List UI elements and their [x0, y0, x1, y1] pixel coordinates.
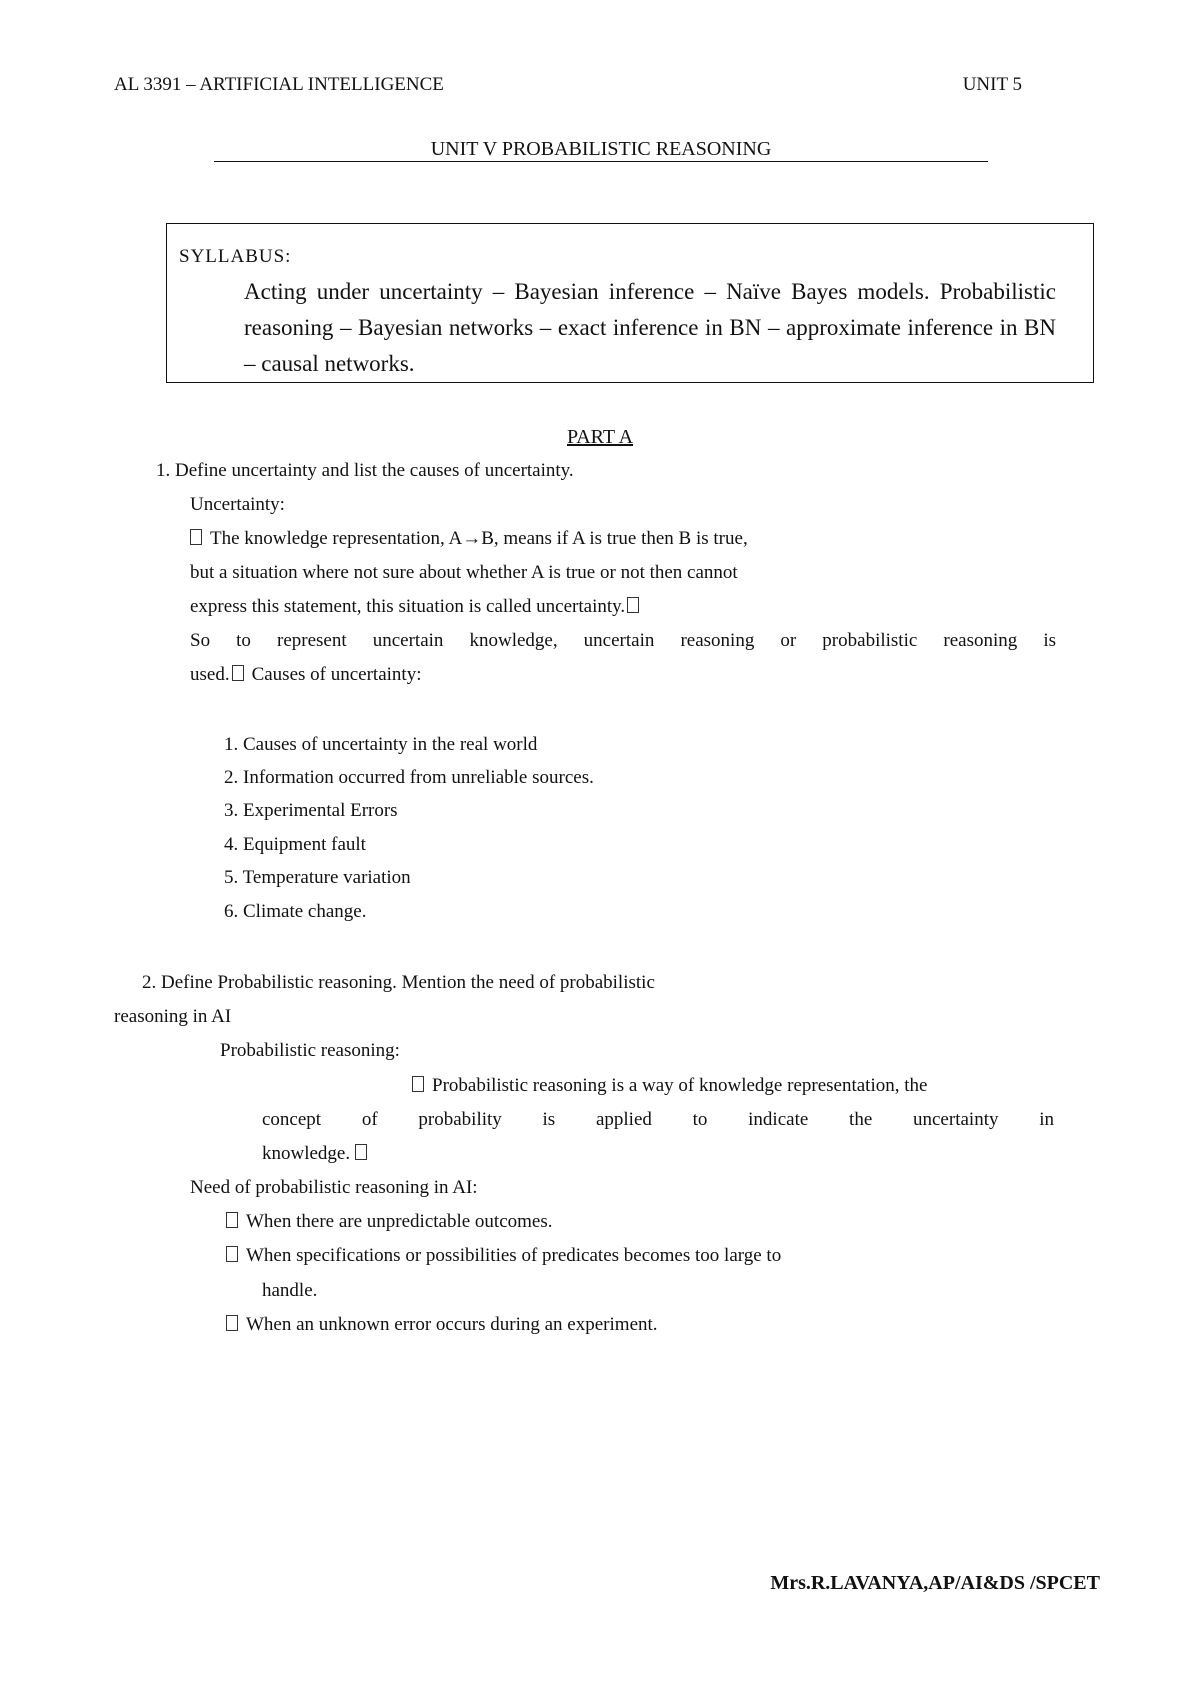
need-list-item-continued: handle. [262, 1280, 318, 1301]
cause-list-item: 4. Equipment fault [224, 834, 366, 855]
need-list-item: When there are unpredictable outcomes. [226, 1211, 553, 1233]
cause-list-item: 6. Climate change. [224, 901, 367, 922]
unit-number-header: UNIT 5 [962, 74, 1022, 95]
definition-line: Probabilistic reasoning is a way of knowledge representation, the [412, 1075, 927, 1097]
author-footer: Mrs.R.LAVANYA,AP/AI&DS /SPCET [770, 1572, 1100, 1594]
syllabus-label: SYLLABUS: [179, 246, 292, 267]
cause-list-item: 5. Temperature variation [224, 867, 411, 888]
definition-line: concept of probability is applied to indicate the uncertainty in [262, 1109, 1054, 1130]
need-list-item: When an unknown error occurs during an experiment. [226, 1314, 658, 1336]
probabilistic-reasoning-label: Probabilistic reasoning: [220, 1040, 400, 1061]
bullet-box-icon [226, 1315, 238, 1331]
syllabus-box [166, 223, 1094, 383]
uncertainty-text-line: but a situation where not sure about whether A is true or not then cannot [190, 562, 738, 583]
question-2-continued: reasoning in AI [114, 1006, 232, 1027]
cause-list-item: 2. Information occurred from unreliable sources. [224, 767, 594, 788]
bullet-box-icon [355, 1144, 367, 1160]
need-list-item: When specifications or possibilities of predicates becomes too large to [226, 1245, 781, 1267]
bullet-box-icon [226, 1246, 238, 1262]
course-code-header: AL 3391 – ARTIFICIAL INTELLIGENCE [114, 74, 444, 95]
cause-list-item: 1. Causes of uncertainty in the real world [224, 734, 538, 755]
part-a-heading: PART A [566, 426, 634, 448]
uncertainty-text-line: The knowledge representation, A→B, means if A is true then B is true, [190, 528, 748, 550]
bullet-box-icon [627, 597, 639, 613]
bullet-box-icon [412, 1076, 424, 1092]
bullet-box-icon [232, 665, 244, 681]
uncertainty-text-line: So to represent uncertain knowledge, uncertain reasoning or probabilistic reasoning is [190, 630, 1056, 651]
page-title: UNIT V PROBABILISTIC REASONING [430, 138, 772, 160]
uncertainty-text-line: used. Causes of uncertainty: [190, 664, 422, 685]
uncertainty-label: Uncertainty: [190, 494, 285, 515]
uncertainty-text-line: express this statement, this situation is called uncertainty. [190, 596, 647, 618]
title-underline [214, 161, 988, 162]
bullet-box-icon [226, 1212, 238, 1228]
question-1: 1. Define uncertainty and list the causes of uncertainty. [156, 460, 574, 481]
question-2: 2. Define Probabilistic reasoning. Mention the need of probabilistic [142, 972, 655, 993]
need-label: Need of probabilistic reasoning in AI: [190, 1177, 478, 1198]
cause-list-item: 3. Experimental Errors [224, 800, 398, 821]
syllabus-text: Acting under uncertainty – Bayesian inference – Naïve Bayes models. Probabilistic reasoning – Bayesian networks – exact inference in BN – approximate inference in BN – causal networks. [244, 279, 1056, 376]
bullet-box-icon [190, 529, 202, 545]
definition-line: knowledge. [262, 1143, 375, 1165]
